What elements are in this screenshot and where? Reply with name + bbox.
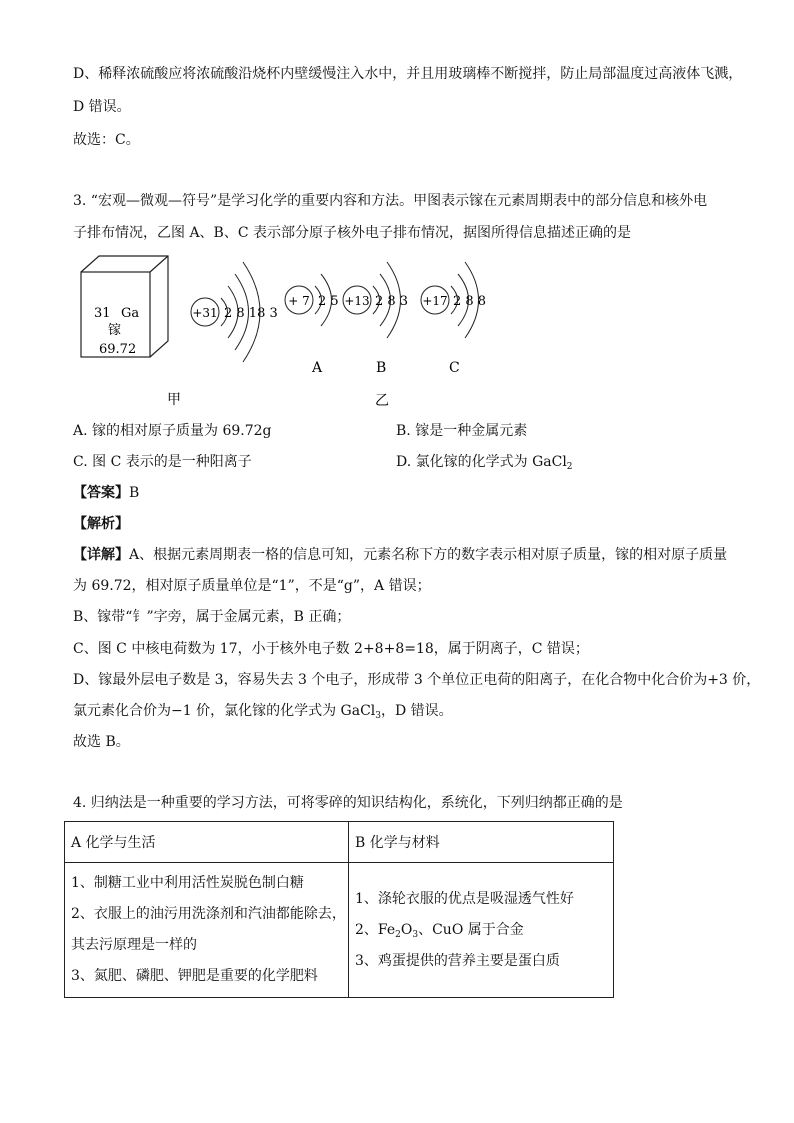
q3-option-d bbox=[396, 452, 573, 472]
q3-option-b: B. 镓是一种金属元素 bbox=[396, 423, 528, 439]
q3-stem-line1: 3. “宏观—微观—符号”是学习化学的重要内容和方法。甲图表示镓在元素周期表中的部分信息和核外电 bbox=[73, 193, 708, 209]
gallium-shells: 2 8 18 3 bbox=[224, 306, 278, 321]
table-cell-a bbox=[65, 863, 349, 998]
figure-label-jia: 甲 bbox=[167, 392, 181, 408]
atom-c-shells: 2 8 8 bbox=[453, 294, 487, 309]
atom-c-nucleus: +17 bbox=[422, 294, 448, 308]
detail-6-text: 氯元素化合价为−1 价，氯化镓的化学式为 GaCl bbox=[73, 703, 376, 719]
atom-a-shells: 2 5 bbox=[318, 294, 339, 309]
a-item-1: 1、制糖工业中利用活性炭脱色制白糖 bbox=[71, 875, 304, 891]
analysis-tag: 【解析】 bbox=[73, 516, 129, 532]
q3-option-a: A. 镓的相对原子质量为 69.72g bbox=[73, 423, 272, 439]
a-item-3: 3、氮肥、磷肥、钾肥是重要的化学肥料 bbox=[71, 968, 318, 984]
a-item-2: 2、衣服上的油污用洗涤剂和汽油都能除去， bbox=[71, 906, 346, 922]
q3-detail-line5: D、镓最外层电子数是 3，容易失去 3 个电子，形成带 3 个单位正电荷的阳离子，在化合物中化合价为+3 价， bbox=[73, 672, 761, 688]
table-header-row bbox=[65, 822, 614, 863]
b-item-1: 1、涤轮衣服的优点是吸湿透气性好 bbox=[355, 890, 574, 907]
q3-option-d-text: D. 氯化镓的化学式为 GaCl bbox=[396, 454, 567, 470]
q3-detail-line1 bbox=[73, 545, 727, 565]
gallium-nucleus: +31 bbox=[192, 306, 218, 320]
table-head-b: B 化学与材料 bbox=[349, 822, 614, 863]
atom-a-nucleus: + 7 bbox=[288, 294, 310, 308]
q4-stem: 4. 归纳法是一种重要的学习方法，可将零碎的知识结构化，系统化，下列归纳都正确的是 bbox=[73, 795, 623, 811]
a-item-2-cont: 其去污原理是一样的 bbox=[71, 937, 197, 953]
figure-label-yi: 乙 bbox=[375, 393, 389, 409]
q3-detail-line2: 为 69.72，相对原子质量单位是“1”，不是“g”，A 错误； bbox=[73, 578, 431, 594]
q3-detail-line4: C、图 C 中核电荷数为 17，小于核外电子数 2+8+8=18，属于阴离子，C 错误； bbox=[73, 641, 589, 657]
q3-choice: 故选 B。 bbox=[73, 734, 130, 750]
table-body-row bbox=[65, 863, 614, 998]
q3-option-d-subscript: 2 bbox=[566, 462, 573, 472]
element-atomic-number: 31 bbox=[94, 306, 111, 321]
detail-6-subscript: 3 bbox=[375, 711, 381, 721]
q2-d-line2: D 错误。 bbox=[73, 99, 131, 115]
q3-detail-line6 bbox=[73, 701, 453, 721]
q3-detail-line3: B、镓带“钅”字旁，属于金属元素，B 正确； bbox=[73, 609, 351, 625]
element-symbol: Ga bbox=[121, 306, 140, 321]
table-head-a: A 化学与生活 bbox=[65, 822, 349, 863]
b-item-2: 2、$Fe_2O_3$、CuO 属于合金 bbox=[355, 921, 524, 940]
answer-tag: 【答案】 bbox=[73, 485, 129, 501]
b-item-3: 3、鸡蛋提供的营养主要是蛋白质 bbox=[355, 952, 560, 969]
element-name: 镓 bbox=[108, 323, 122, 338]
q3-option-c: C. 图 C 表示的是一种阳离子 bbox=[73, 454, 252, 470]
detail-text-1: A、根据元素周期表一格的信息可知，元素名称下方的数字表示相对原子质量，镓的相对原子质量 bbox=[129, 547, 728, 563]
q3-stem-line2: 子排布情况，乙图 A、B、C 表示部分原子核外电子排布情况，据图所得信息描述正确的是 bbox=[73, 225, 632, 241]
atom-structure-figure bbox=[0, 250, 794, 420]
q2-choice: 故选：C。 bbox=[73, 132, 140, 148]
atom-b-label: B bbox=[376, 360, 387, 376]
q4-table bbox=[64, 821, 614, 998]
table-cell-b bbox=[349, 863, 614, 998]
detail-tag: 【详解】 bbox=[73, 547, 129, 563]
atom-a-label: A bbox=[312, 360, 323, 376]
atom-c-label: C bbox=[449, 360, 460, 376]
answer-value: B bbox=[129, 485, 140, 501]
detail-6-suffix: ，D 错误。 bbox=[381, 703, 453, 719]
element-atomic-mass: 69.72 bbox=[99, 342, 137, 357]
q2-d-line1: D、稀释浓硫酸应将浓硫酸沿烧杯内壁缓慢注入水中，并且用玻璃棒不断搅拌，防止局部温度过高液体飞溅， bbox=[73, 66, 743, 82]
atom-b-shells: 2 8 3 bbox=[375, 294, 409, 309]
q3-answer bbox=[73, 483, 139, 503]
atom-b-nucleus: +13 bbox=[344, 294, 370, 308]
